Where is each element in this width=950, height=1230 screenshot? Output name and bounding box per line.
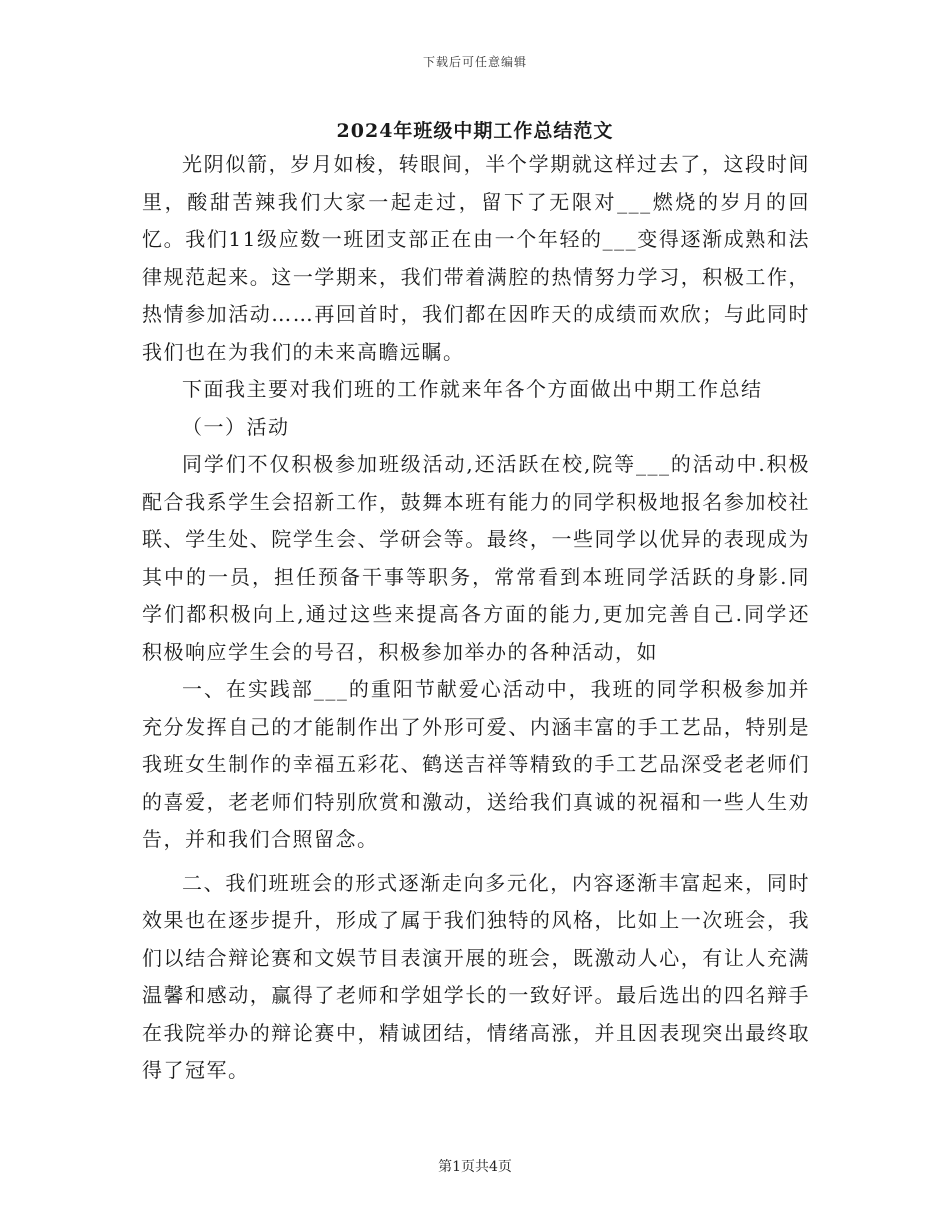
section-heading-activities: （一）活动 bbox=[182, 414, 290, 439]
paragraph-item-one: 一、在实践部___的重阳节献爱心活动中，我班的同学积极参加并充分发挥自己的才能制作出了外形可爱、内涵丰富的手工艺品，特别是我班女生制作的幸福五彩花、鹤送吉祥等精致的手工艺品深受老老师们的喜爱，老老师们特别欣赏和激动，送给我们真诚的祝福和一些人生劝告，并和我们合照留念。 bbox=[142, 677, 810, 851]
document-body bbox=[142, 146, 810, 1090]
page-number: 第1页共4页 bbox=[438, 1159, 512, 1175]
document-title: 2024年班级中期工作总结范文 bbox=[336, 120, 614, 142]
paragraph-intro: 光阴似箭，岁月如梭，转眼间，半个学期就这样过去了，这段时间里，酸甜苦辣我们大家一起走过，留下了无限对___燃烧的岁月的回忆。我们11级应数一班团支部正在由一个年轻的___变得逐渐成熟和法律规范起来。这一学期来，我们带着满腔的热情努力学习，积极工作，热情参加活动……再回首时，我们都在因昨天的成绩而欢欣；与此同时我们也在为我们的未来高瞻远瞩。 bbox=[142, 152, 810, 364]
paragraph-item-two: 二、我们班班会的形式逐渐走向多元化，内容逐渐丰富起来，同时效果也在逐步提升，形成了属于我们独特的风格，比如上一次班会，我们以结合辩论赛和文娱节目表演开展的班会，既激动人心，有让人充满温馨和感动，赢得了老师和学姐学长的一致好评。最后选出的四名辩手在我院举办的辩论赛中，精诚团结，情绪高涨，并且因表现突出最终取得了冠军。 bbox=[142, 870, 810, 1082]
paragraph-activities: 同学们不仅积极参加班级活动,还活跃在校,院等___的活动中.积极配合我系学生会招新工作，鼓舞本班有能力的同学积极地报名参加校社联、学生处、院学生会、学研会等。最终，一些同学以优异的表现成为其中的一员，担任预备干事等职务，常常看到本班同学活跃的身影.同学们都积极向上,通过这些来提高各方面的能力,更加完善自己.同学还积极响应学生会的号召，积极参加举办的各种活动，如 bbox=[142, 452, 810, 664]
paragraph-summary-lead: 下面我主要对我们班的工作就来年各个方面做出中期工作总结 bbox=[182, 377, 763, 401]
header-note: 下载后可任意编辑 bbox=[422, 55, 527, 69]
